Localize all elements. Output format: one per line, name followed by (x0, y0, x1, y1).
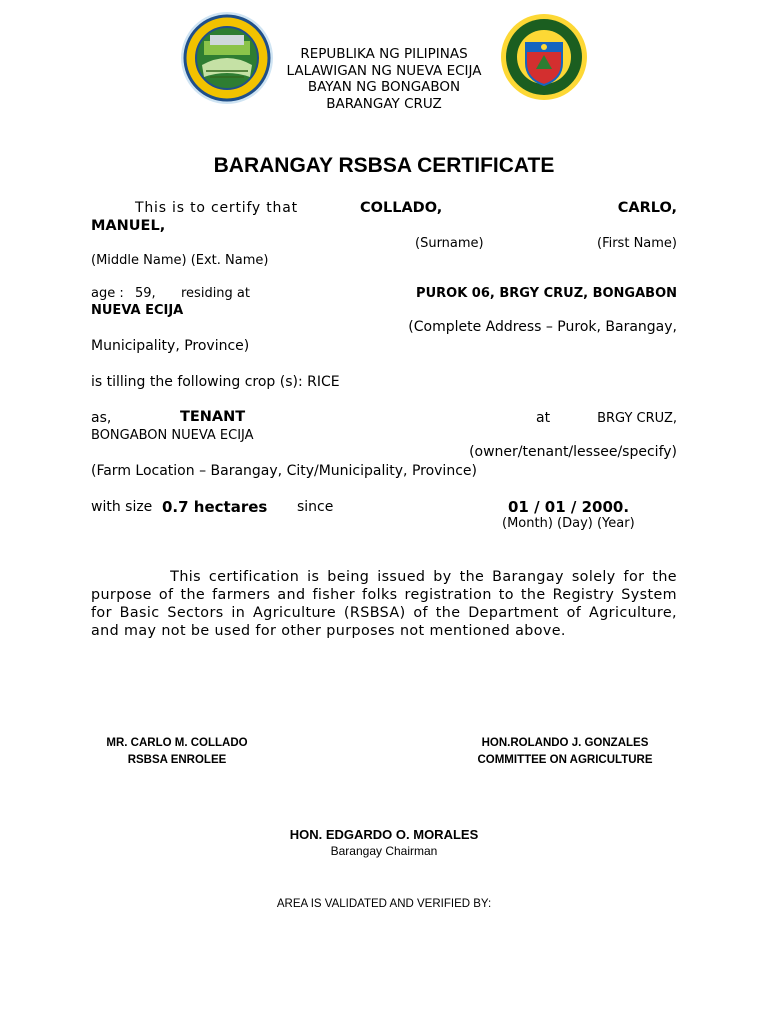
chairman-role: Barangay Chairman (330, 844, 438, 858)
age-label: age : (91, 286, 124, 301)
since-label: since (297, 499, 334, 515)
header-line-barangay: BARANGAY CRUZ (326, 95, 442, 112)
address-line-2: NUEVA ECIJA (91, 303, 184, 318)
chairman-name: HON. EDGARDO O. MORALES (289, 827, 479, 842)
surname-value: COLLADO, (360, 200, 443, 216)
middle-name-value: MANUEL, (91, 218, 166, 234)
at-label: at (536, 410, 551, 426)
farm-location-line-1: BRGY CRUZ, (597, 411, 677, 426)
farm-location-line-2: BONGABON NUEVA ECIJA (91, 428, 254, 443)
middle-ext-name-label: (Middle Name) (Ext. Name) (91, 253, 269, 268)
header-line-republic: REPUBLIKA NG PILIPINAS (300, 46, 468, 62)
address-label-b: Municipality, Province) (91, 338, 250, 354)
chairman-signatory (234, 826, 534, 860)
tenure-status-value: TENANT (180, 409, 246, 425)
farm-location-label: (Farm Location – Barangay, City/Municipality, Province) (91, 463, 477, 479)
address-label-a: (Complete Address – Purok, Barangay, (408, 319, 677, 335)
committee-signatory (462, 735, 668, 769)
address-line-1: PUROK 06, BRGY CRUZ, BONGABON (416, 286, 677, 301)
first-name-label: (First Name) (597, 236, 677, 251)
as-label: as, (91, 410, 112, 426)
crop-statement: is tilling the following crop (s): RICE (91, 374, 340, 390)
enrolee-name: MR. CARLO M. COLLADO (106, 737, 248, 749)
certification-paragraph: This certification is being issued by the Barangay solely for the purpose of the farmers and fisher folks registration to the Registry System for Basic Sectors in Agriculture (RSBSA) of the Department of Agriculture, and may not be used for other purposes not mentioned above. (91, 569, 677, 639)
committee-role: COMMITTEE ON AGRICULTURE (477, 754, 653, 766)
header-line-municipality: BAYAN NG BONGABON (307, 79, 461, 95)
surname-label: (Surname) (415, 236, 484, 251)
certify-intro: This is to certify that (135, 200, 298, 216)
first-name-value: CARLO, (617, 200, 677, 216)
since-date-value: 01 / 01 / 2000. (508, 498, 630, 516)
farm-size-value: 0.7 hectares (162, 498, 268, 516)
date-format-label: (Month) (Day) (Year) (502, 516, 635, 531)
validation-statement: AREA IS VALIDATED AND VERIFIED BY: (276, 898, 492, 910)
certificate-title: BARANGAY RSBSA CERTIFICATE (213, 154, 555, 177)
residing-label: residing at (181, 286, 250, 301)
size-prefix: with size (91, 499, 153, 515)
enrolee-role: RSBSA ENROLEE (127, 754, 227, 766)
header-line-province: LALAWIGAN NG NUEVA ECIJA (286, 62, 482, 79)
age-value: 59, (135, 286, 156, 301)
tenure-status-label: (owner/tenant/lessee/specify) (469, 444, 677, 460)
committee-name: HON.ROLANDO J. GONZALES (481, 737, 649, 749)
enrolee-signatory (96, 735, 258, 769)
